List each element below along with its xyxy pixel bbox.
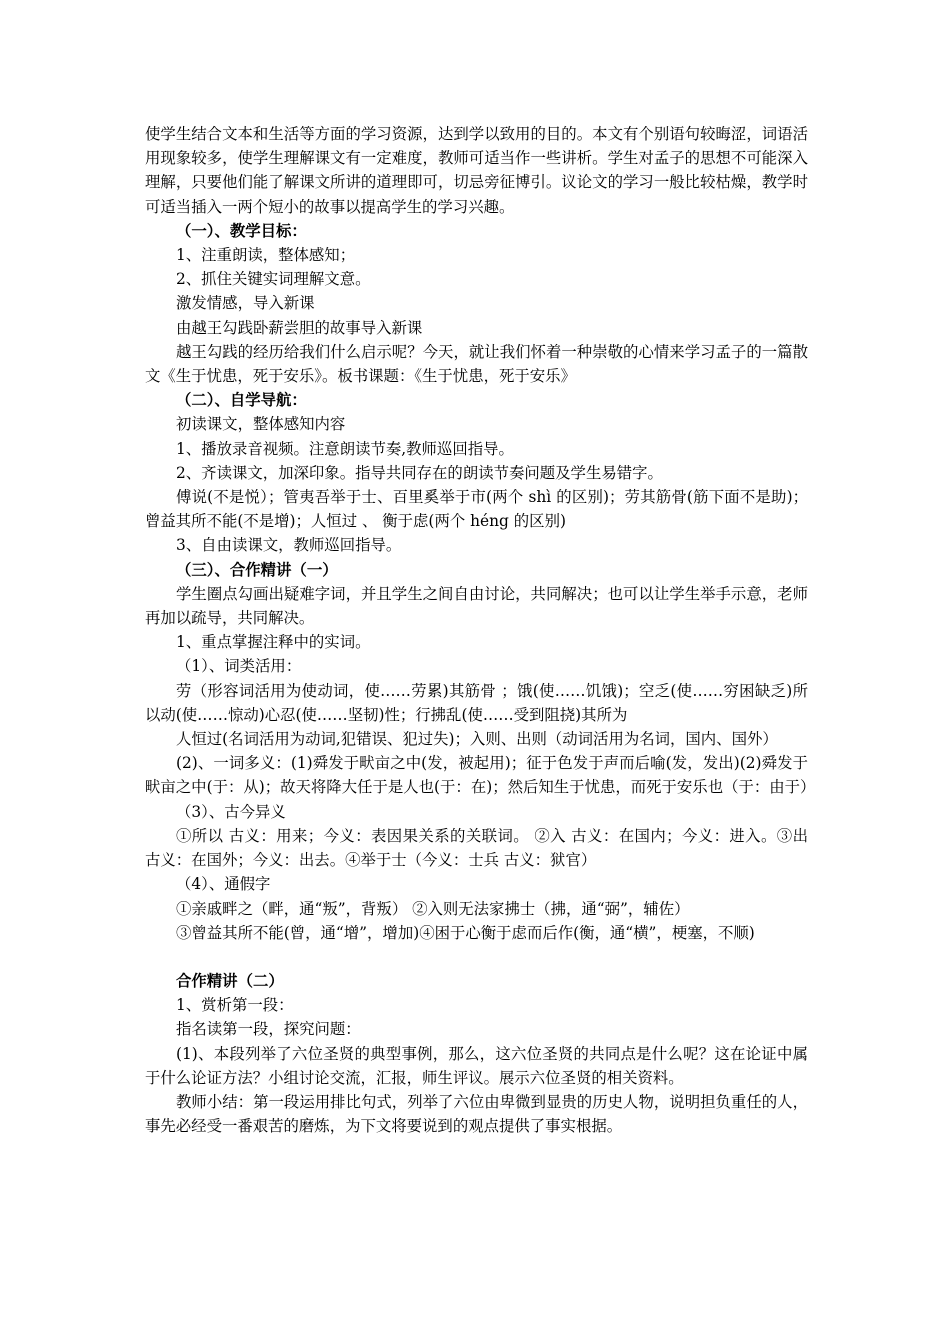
paragraph: 指名读第一段，探究问题： bbox=[176, 1020, 361, 1039]
section-heading: （一）、教学目标： bbox=[176, 221, 307, 240]
paragraph: 劳（形容词活用为使动词，使……劳累)其筋骨 ；饿(使……饥饿)；空乏(使……穷困缺乏)所以动(使……惊动)心忍(使……坚韧)性；行拂乱(使……受到阻挠)其所为 bbox=[145, 681, 808, 724]
paragraph: （1）、词类活用： bbox=[176, 657, 302, 676]
section-heading: 合作精讲（二） bbox=[176, 971, 284, 990]
paragraph: （3）、古今异义 bbox=[176, 802, 286, 821]
paragraph: 1、播放录音视频。注意朗读节奏,教师巡回指导。 bbox=[176, 439, 514, 458]
paragraph: (2)、一词多义：(1)舜发于畎亩之中(发，被起用)；征于色发于声而后喻(发，发出)(2)舜发于畎亩之中(于：从)；故天将降大任于是人也(于：在)；然后知生于忧患，而死于安乐也（于：由于） bbox=[145, 754, 816, 797]
paragraph: 人恒过(名词活用为动词,犯错误、犯过失)；入则、出则（动词活用为名词，国内、国外） bbox=[176, 730, 778, 749]
blank-line bbox=[145, 945, 808, 969]
section-heading: （二）、自学导航： bbox=[176, 391, 307, 410]
paragraph: 教师小结：第一段运用排比句式，列举了六位由卑微到显贵的历史人物，说明担负重任的人，事先必经受一番艰苦的磨炼，为下文将要说到的观点提供了事实根据。 bbox=[145, 1092, 808, 1136]
paragraph: ③曾益其所不能(曾，通“增”，增加)④困于心衡于虑而后作(衡，通“横”，梗塞，不顺) bbox=[176, 923, 755, 942]
paragraph: 由越王勾践卧薪尝胆的故事导入新课 bbox=[176, 318, 423, 337]
paragraph: 2、抓住关键实词理解文意。 bbox=[176, 270, 371, 289]
document-body bbox=[145, 122, 816, 1138]
paragraph: 3、自由读课文，教师巡回指导。 bbox=[176, 536, 402, 555]
paragraph: 1、重点掌握注释中的实词。 bbox=[176, 633, 371, 652]
paragraph: (1)、本段列举了六位圣贤的典型事例，那么，这六位圣贤的共同点是什么呢？这在论证中属于什么论证方法？小组讨论交流，汇报，师生评议。展示六位圣贤的相关资料。 bbox=[145, 1044, 808, 1087]
section-heading: （三）、合作精讲（一） bbox=[176, 560, 338, 579]
paragraph: ①亲戚畔之（畔，通“叛”，背叛） ②入则无法家拂士（拂，通“弼”，辅佐） bbox=[176, 899, 690, 918]
paragraph: 2、齐读课文，加深印象。指导共同存在的朗读节奏问题及学生易错字。 bbox=[176, 463, 663, 482]
paragraph: 1、注重朗读，整体感知； bbox=[176, 246, 356, 265]
paragraph: 傅说(不是悦）；管夷吾举于士、百里奚举于市(两个 shì 的区别)；劳其筋骨(筋下面不是助)；曾益其所不能(不是增)；人恒过 、 衡于虑(两个 héng 的区别) bbox=[145, 488, 808, 531]
paragraph: 初读课文，整体感知内容 bbox=[176, 415, 346, 434]
paragraph: （4）、通假字 bbox=[176, 875, 271, 894]
paragraph: 越王勾践的经历给我们什么启示呢？今天，就让我们怀着一种崇敬的心情来学习孟子的一篇散文《生于忧患，死于安乐》。板书课题：《生于忧患，死于安乐》 bbox=[145, 342, 808, 386]
paragraph: 激发情感，导入新课 bbox=[176, 294, 315, 313]
paragraph: 使学生结合文本和生活等方面的学习资源，达到学以致用的目的。本文有个别语句较晦涩，词语活用现象较多，使学生理解课文有一定难度，教师可适当作一些讲析。学生对孟子的思想不可能深入理解，只要他们能了解课文所讲的道理即可，切忌旁征博引。议论文的学习一般比较枯燥，教学时可适当插入一两个短小的故事以提高学生的学习兴趣。 bbox=[145, 125, 808, 216]
paragraph: ①所以 古义：用来；今义：表因果关系的关联词。 ②入 古义：在国内；今义：进入。③出 古义：在国外；今义：出去。④举于士（今义：士兵 古义：狱官） bbox=[145, 826, 808, 870]
paragraph: 1、赏析第一段： bbox=[176, 996, 294, 1015]
paragraph: 学生圈点勾画出疑难字词，并且学生之间自由讨论，共同解决；也可以让学生举手示意，老师再加以疏导，共同解决。 bbox=[145, 584, 808, 628]
